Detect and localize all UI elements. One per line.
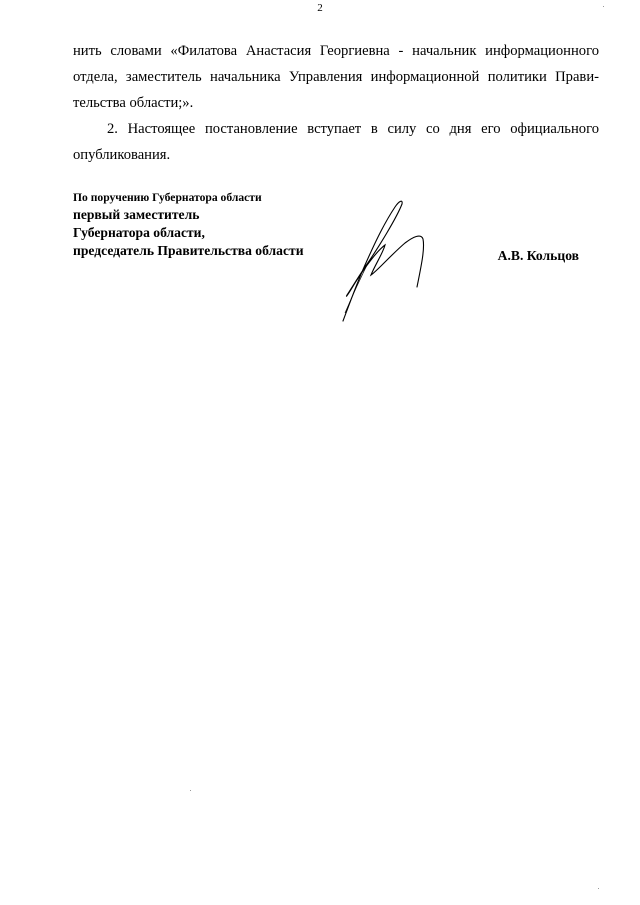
signature-authority-line: По поручению Губернатора области [73,191,262,204]
handwritten-signature [335,195,425,325]
scan-speck [598,888,599,889]
paragraph-1-line-3: тельства области;». [73,95,194,111]
paragraph-1-line-1: нить словами «Филатова Анастасия Георгиевна - начальник информационного [73,43,599,59]
document-body [73,38,599,168]
signer-title-line-1: первый заместитель [73,207,200,222]
paragraph-2-line-2: опубликования. [73,147,171,163]
scan-speck [190,790,191,791]
signer-title-line-3: председатель Правительства области [73,243,304,258]
scan-speck [603,6,604,7]
paragraph-1-line-2: отдела, заместитель начальника Управления информационной политики Прави- [73,69,599,85]
page-number: 2 [317,2,323,14]
signer-name: А.В. Кольцов [497,248,579,263]
signer-title-line-2: Губернатора области, [73,225,205,240]
paragraph-2-line-1: 2. Настоящее постановление вступает в силу со дня его официального [107,121,599,137]
